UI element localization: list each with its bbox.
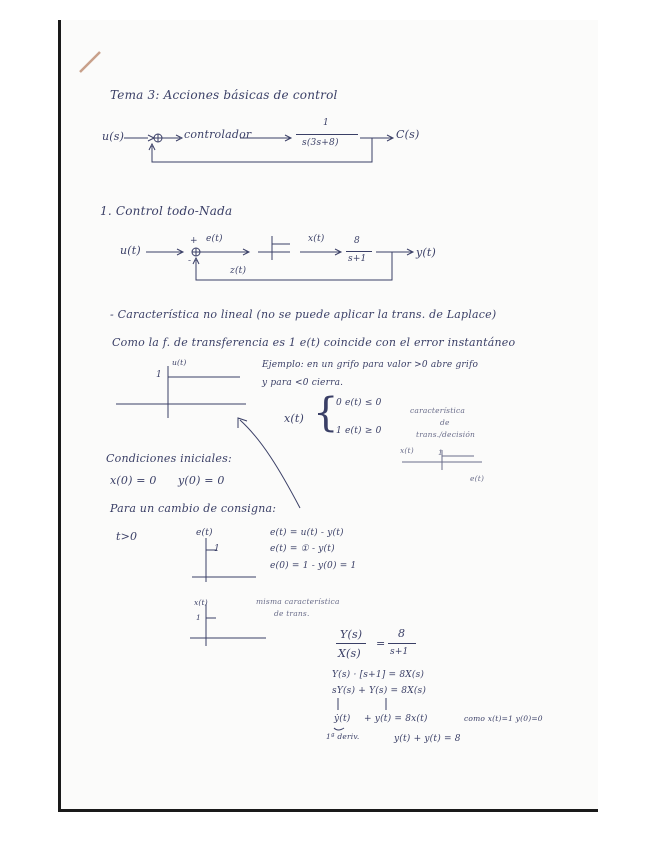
- d1-controller-label: controlador: [184, 128, 252, 141]
- graph1-ylabel: u(t): [172, 358, 187, 367]
- tf-equals: =: [376, 637, 386, 650]
- graph3-ylabel: x(t): [194, 598, 208, 607]
- d2-tf-bar: [346, 251, 372, 252]
- d1-tf-denominator: s(3s+8): [302, 138, 339, 148]
- initial-cond-x0: x(0) = 0: [110, 474, 157, 487]
- piecewise-lhs: x(t): [284, 412, 305, 425]
- derivation-line-4: y(t) + y(t) = 8: [394, 734, 461, 744]
- d2-plus-sign: +: [190, 236, 198, 246]
- initial-cond-heading: Condiciones iniciales:: [106, 452, 232, 465]
- initial-cond-y0: y(0) = 0: [178, 474, 225, 487]
- setpoint-eq-3: e(0) = 1 - y(0) = 1: [270, 561, 357, 571]
- piecewise-case-2: 1 e(t) ≥ 0: [336, 426, 382, 436]
- graph1-level: 1: [156, 370, 162, 380]
- note-nonlinear: - Característica no lineal (no se puede aplicar la trans. de Laplace): [110, 308, 497, 321]
- char-graph-level: 1: [438, 448, 443, 457]
- example-line1: Ejemplo: en un grifo para valor >0 abre grifo: [262, 360, 479, 370]
- setpoint-eq-1: e(t) = u(t) - y(t): [270, 528, 344, 538]
- tf-numerator: Y(s): [340, 628, 363, 641]
- note-transfer: Como la f. de transferencia es 1 e(t) coincide con el error instantáneo: [112, 336, 516, 349]
- char-note-1: característica: [410, 406, 466, 415]
- page-title: Tema 3: Acciones básicas de control: [110, 88, 338, 102]
- tf-rhs-numerator: 8: [398, 627, 406, 640]
- d2-relay-output-label: x(t): [308, 234, 325, 244]
- piecewise-case-1: 0 e(t) ≤ 0: [336, 398, 382, 408]
- d1-tf-bar: [296, 134, 358, 135]
- d2-input-label: u(t): [120, 244, 141, 257]
- tf-bar-left: [336, 643, 366, 644]
- d1-tf-numerator: 1: [323, 118, 329, 128]
- tf-bar-right: [388, 643, 416, 644]
- d2-tf-denominator: s+1: [348, 254, 367, 264]
- graph3-note-1: misma característica: [256, 597, 340, 606]
- derivation-note: 1ª deriv.: [326, 732, 360, 741]
- setpoint-graph-label: e(t): [196, 528, 213, 538]
- derivation-line-3c: como x(t)=1 y(0)=0: [464, 714, 543, 723]
- derivation-line-3b: + y(t) = 8x(t): [364, 714, 428, 724]
- d2-feedback-label: z(t): [230, 266, 247, 276]
- tf-denominator: X(s): [338, 647, 361, 660]
- setpoint-heading: Para un cambio de consigna:: [110, 502, 277, 515]
- d1-input-label: u(s): [102, 130, 125, 143]
- derivation-line-3a: ẏ(t): [334, 714, 351, 724]
- graph3-level: 1: [196, 613, 201, 622]
- d2-output-label: y(t): [416, 246, 437, 259]
- char-graph-ylabel: x(t): [400, 446, 414, 455]
- tf-rhs-denominator: s+1: [390, 647, 409, 657]
- piecewise-brace: {: [313, 390, 339, 436]
- d2-minus-sign: -: [188, 256, 192, 266]
- setpoint-graph-level: 1: [214, 544, 220, 554]
- derivation-line-2: sY(s) + Y(s) = 8X(s): [332, 686, 427, 696]
- d2-error-label: e(t): [206, 234, 223, 244]
- section-heading: 1. Control todo-Nada: [100, 204, 233, 218]
- example-line2: y para <0 cierra.: [262, 378, 344, 388]
- graph3-note-2: de trans.: [274, 609, 310, 618]
- char-note-2: de: [440, 418, 450, 427]
- char-note-3: trans./decisión: [416, 430, 476, 439]
- d1-output-label: C(s): [396, 128, 420, 141]
- d2-tf-numerator: 8: [354, 236, 360, 246]
- char-graph-xlabel: e(t): [470, 474, 485, 483]
- setpoint-t-cond: t>0: [116, 530, 138, 543]
- derivation-line-1: Y(s) · [s+1] = 8X(s): [332, 670, 425, 680]
- setpoint-eq-2: e(t) = ① - y(t): [270, 544, 335, 554]
